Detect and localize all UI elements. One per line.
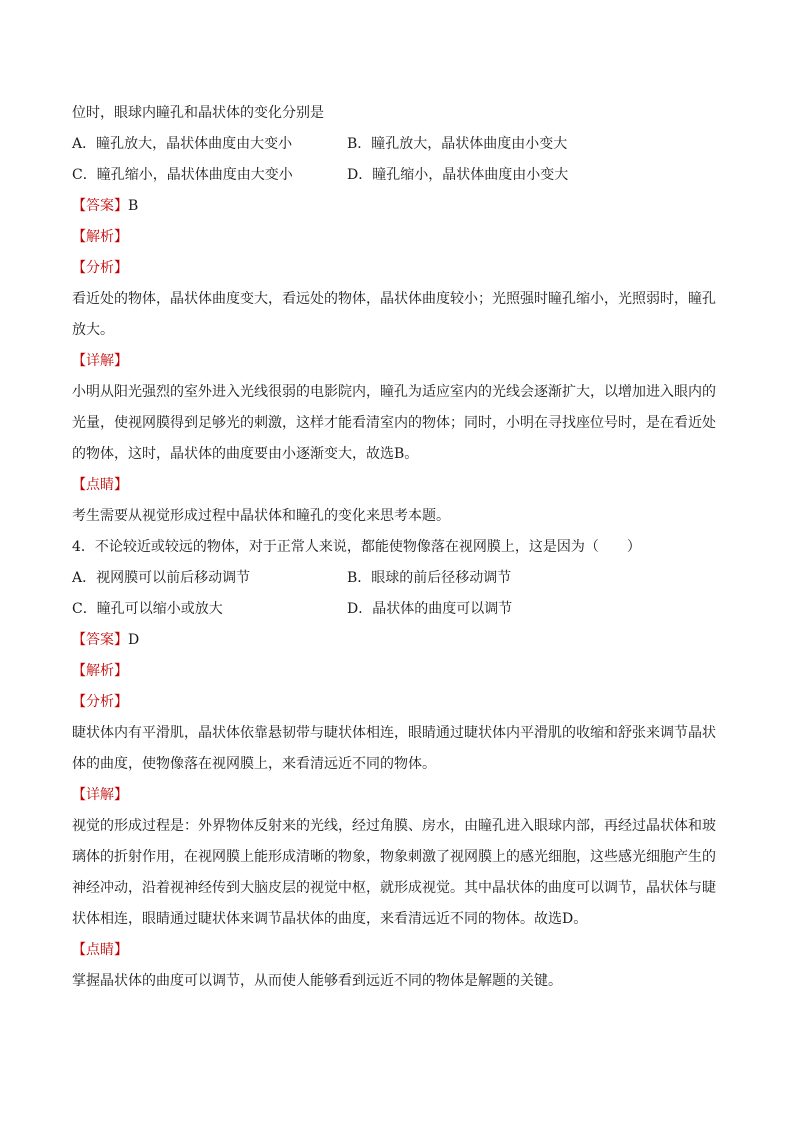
q4-answer-label: 【答案】 [72, 632, 128, 648]
q3-stem-tail: 位时，眼球内瞳孔和晶状体的变化分别是 [72, 105, 324, 121]
q4-point-text [72, 966, 722, 997]
q4-fenxi-label: 【分析】 [72, 694, 128, 710]
q4-fenxi-text [72, 718, 722, 780]
q3-detail-line: 的物体，这时，晶状体的曲度要由小逐渐变大，故选B。 [72, 446, 419, 462]
q3-fenxi-line: 放大。 [72, 322, 114, 338]
q4-answer [72, 625, 722, 656]
q3-answer-value: B [128, 198, 139, 214]
q4-detail-line: 状体相连，眼睛通过睫状体来调节晶状体的曲度，来看清远近不同的物体。故选D。 [72, 911, 588, 927]
q4-detail-label: 【详解】 [72, 787, 128, 803]
q4-option-b: B．眼球的前后径移动调节 [347, 570, 512, 586]
q3-answer-label: 【答案】 [72, 198, 128, 214]
q4-point-label: 【点睛】 [72, 942, 128, 958]
q4-detail-line: 视觉的形成过程是：外界物体反射来的光线，经过角膜、房水，由瞳孔进入眼球内部，再经过晶状体和玻 [72, 818, 716, 834]
q3-point-text [72, 501, 722, 532]
q4-detail-text [72, 811, 722, 935]
q3-detail-line: 小明从阳光强烈的室外进入光线很弱的电影院内，瞳孔为适应室内的光线会逐渐扩大，以增加进入眼内的 [72, 384, 716, 400]
q3-option-d: D．瞳孔缩小，晶状体曲度由小变大 [347, 167, 569, 183]
q4-option-d: D．晶状体的曲度可以调节 [347, 601, 513, 617]
q3-options-row-2 [72, 160, 722, 191]
q4-detail-line: 璃体的折射作用，在视网膜上能形成清晰的物象，物象刺激了视网膜上的感光细胞，这些感光细胞产生的 [72, 849, 716, 865]
q4-fenxi-line: 睫状体内有平滑肌，晶状体依靠悬韧带与睫状体相连，眼睛通过睫状体内平滑肌的收缩和舒张来调节晶状 [72, 725, 716, 741]
q3-point-label: 【点睛】 [72, 477, 128, 493]
q3-fenxi-line: 看近处的物体，晶状体曲度变大，看远处的物体，晶状体曲度较小；光照强时瞳孔缩小，光照弱时，瞳孔 [72, 291, 716, 307]
q4-options-row-1 [72, 563, 722, 594]
q4-analysis-label: 【解析】 [72, 663, 128, 679]
q3-detail-text [72, 377, 722, 470]
q3-option-c: C．瞳孔缩小，晶状体曲度由大变小 [72, 167, 293, 183]
q4-option-a: A．视网膜可以前后移动调节 [72, 570, 251, 586]
q3-detail-line: 光量，使视网膜得到足够光的刺激，这样才能看清室内的物体；同时，小明在寻找座位号时，是在看近处 [72, 415, 716, 431]
q4-answer-value: D [128, 632, 140, 648]
q4-point-line: 掌握晶状体的曲度可以调节，从而使人能够看到远近不同的物体是解题的关键。 [72, 973, 562, 989]
q3-analysis-label: 【解析】 [72, 229, 128, 245]
q3-options-row-1 [72, 129, 722, 160]
document-content [72, 98, 722, 997]
q3-option-b: B．瞳孔放大，晶状体曲度由小变大 [347, 136, 568, 152]
q3-point-line: 考生需要从视觉形成过程中晶状体和瞳孔的变化来思考本题。 [72, 508, 450, 524]
q3-fenxi-text [72, 284, 722, 346]
q3-detail-label: 【详解】 [72, 353, 128, 369]
q4-fenxi-line: 体的曲度，使物像落在视网膜上，来看清远近不同的物体。 [72, 756, 436, 772]
q3-fenxi-label: 【分析】 [72, 260, 128, 276]
q4-detail-line: 神经冲动，沿着视神经传到大脑皮层的视觉中枢，就形成视觉。其中晶状体的曲度可以调节，晶状体与睫 [72, 880, 716, 896]
q4-option-c: C．瞳孔可以缩小或放大 [72, 601, 223, 617]
q3-option-a: A．瞳孔放大，晶状体曲度由大变小 [72, 136, 293, 152]
q4-options-row-2 [72, 594, 722, 625]
q3-answer [72, 191, 722, 222]
q4-stem: 4．不论较近或较远的物体，对于正常人来说，都能使物像落在视网膜上，这是因为（ ） [72, 539, 641, 555]
